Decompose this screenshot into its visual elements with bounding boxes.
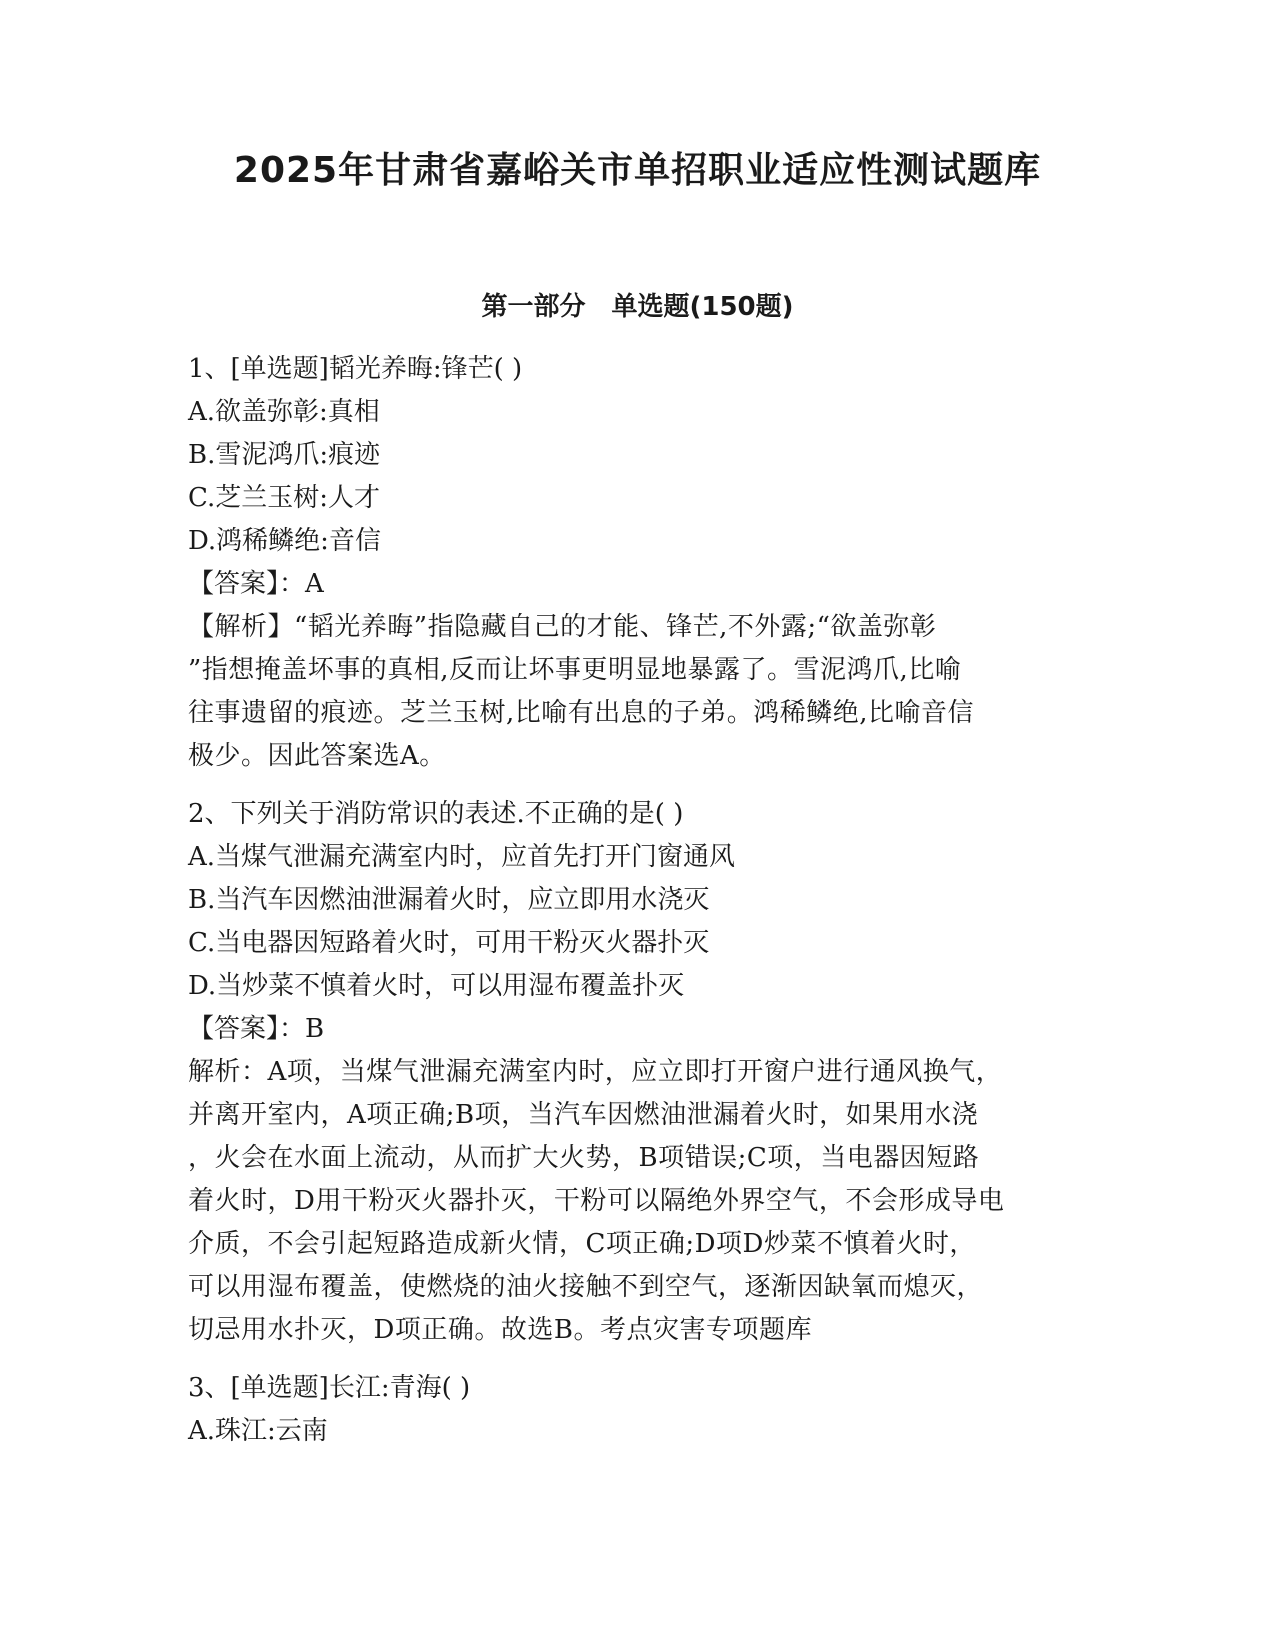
explanation-line: 着火时，D用干粉灭火器扑灭，干粉可以隔绝外界空气，不会形成导电 [188,1186,1005,1216]
explanation-line: 解析：A项，当煤气泄漏充满室内时，应立即打开窗户进行通风换气， [188,1057,1003,1087]
section-title: 第一部分 单选题(150题) [481,292,794,322]
answer: 【答案】：B [188,1014,325,1044]
explanation-line: 往事遗留的痕迹。芝兰玉树,比喻有出息的子弟。鸿稀鳞绝,比喻音信 [188,698,975,728]
explanation-line: ”指想掩盖坏事的真相,反而让坏事更明显地暴露了。雪泥鸿爪,比喻 [188,655,962,685]
option-a: A.珠江:云南 [188,1416,328,1446]
option-d: D.当炒菜不慎着火时，可以用湿布覆盖扑灭 [188,971,685,1001]
option-a: A.当煤气泄漏充满室内时，应首先打开门窗通风 [188,842,736,872]
option-c: C.芝兰玉树:人才 [188,483,380,513]
explanation-line: ，火会在水面上流动，从而扩大火势，B项错误;C项，当电器因短路 [188,1143,980,1173]
option-d: D.鸿稀鳞绝:音信 [188,526,381,556]
option-b: B.当汽车因燃油泄漏着火时，应立即用水浇灭 [188,885,710,915]
document-title: 2025年甘肃省嘉峪关市单招职业适应性测试题库 [233,150,1042,191]
explanation-line: 切忌用水扑灭，D项正确。故选B。考点灾害专项题库 [188,1315,812,1345]
explanation-line: 【解析】“韬光养晦”指隐藏自己的才能、锋芒,不外露;“欲盖弥彰 [188,612,937,642]
explanation-line: 可以用湿布覆盖，使燃烧的油火接触不到空气，逐渐因缺氧而熄灭， [188,1272,984,1302]
question-2 [188,793,1088,1352]
option-b: B.雪泥鸿爪:痕迹 [188,440,381,470]
question-1 [188,348,1088,778]
question-stem: 1、[单选题]韬光养晦:锋芒( ) [188,354,523,384]
explanation-line: 极少。因此答案选A。 [188,741,446,771]
question-list [188,348,1088,1468]
answer: 【答案】：A [188,569,324,599]
explanation-line: 介质，不会引起短路造成新火情，C项正确;D项D炒菜不慎着火时， [188,1229,976,1259]
question-3 [188,1367,1088,1453]
question-stem: 3、[单选题]长江:青海( ) [188,1373,471,1403]
option-c: C.当电器因短路着火时，可用干粉灭火器扑灭 [188,928,710,958]
explanation-line: 并离开室内，A项正确;B项，当汽车因燃油泄漏着火时，如果用水浇 [188,1100,979,1130]
question-stem: 2、下列关于消防常识的表述.不正确的是( ) [188,799,684,829]
option-a: A.欲盖弥彰:真相 [188,397,380,427]
